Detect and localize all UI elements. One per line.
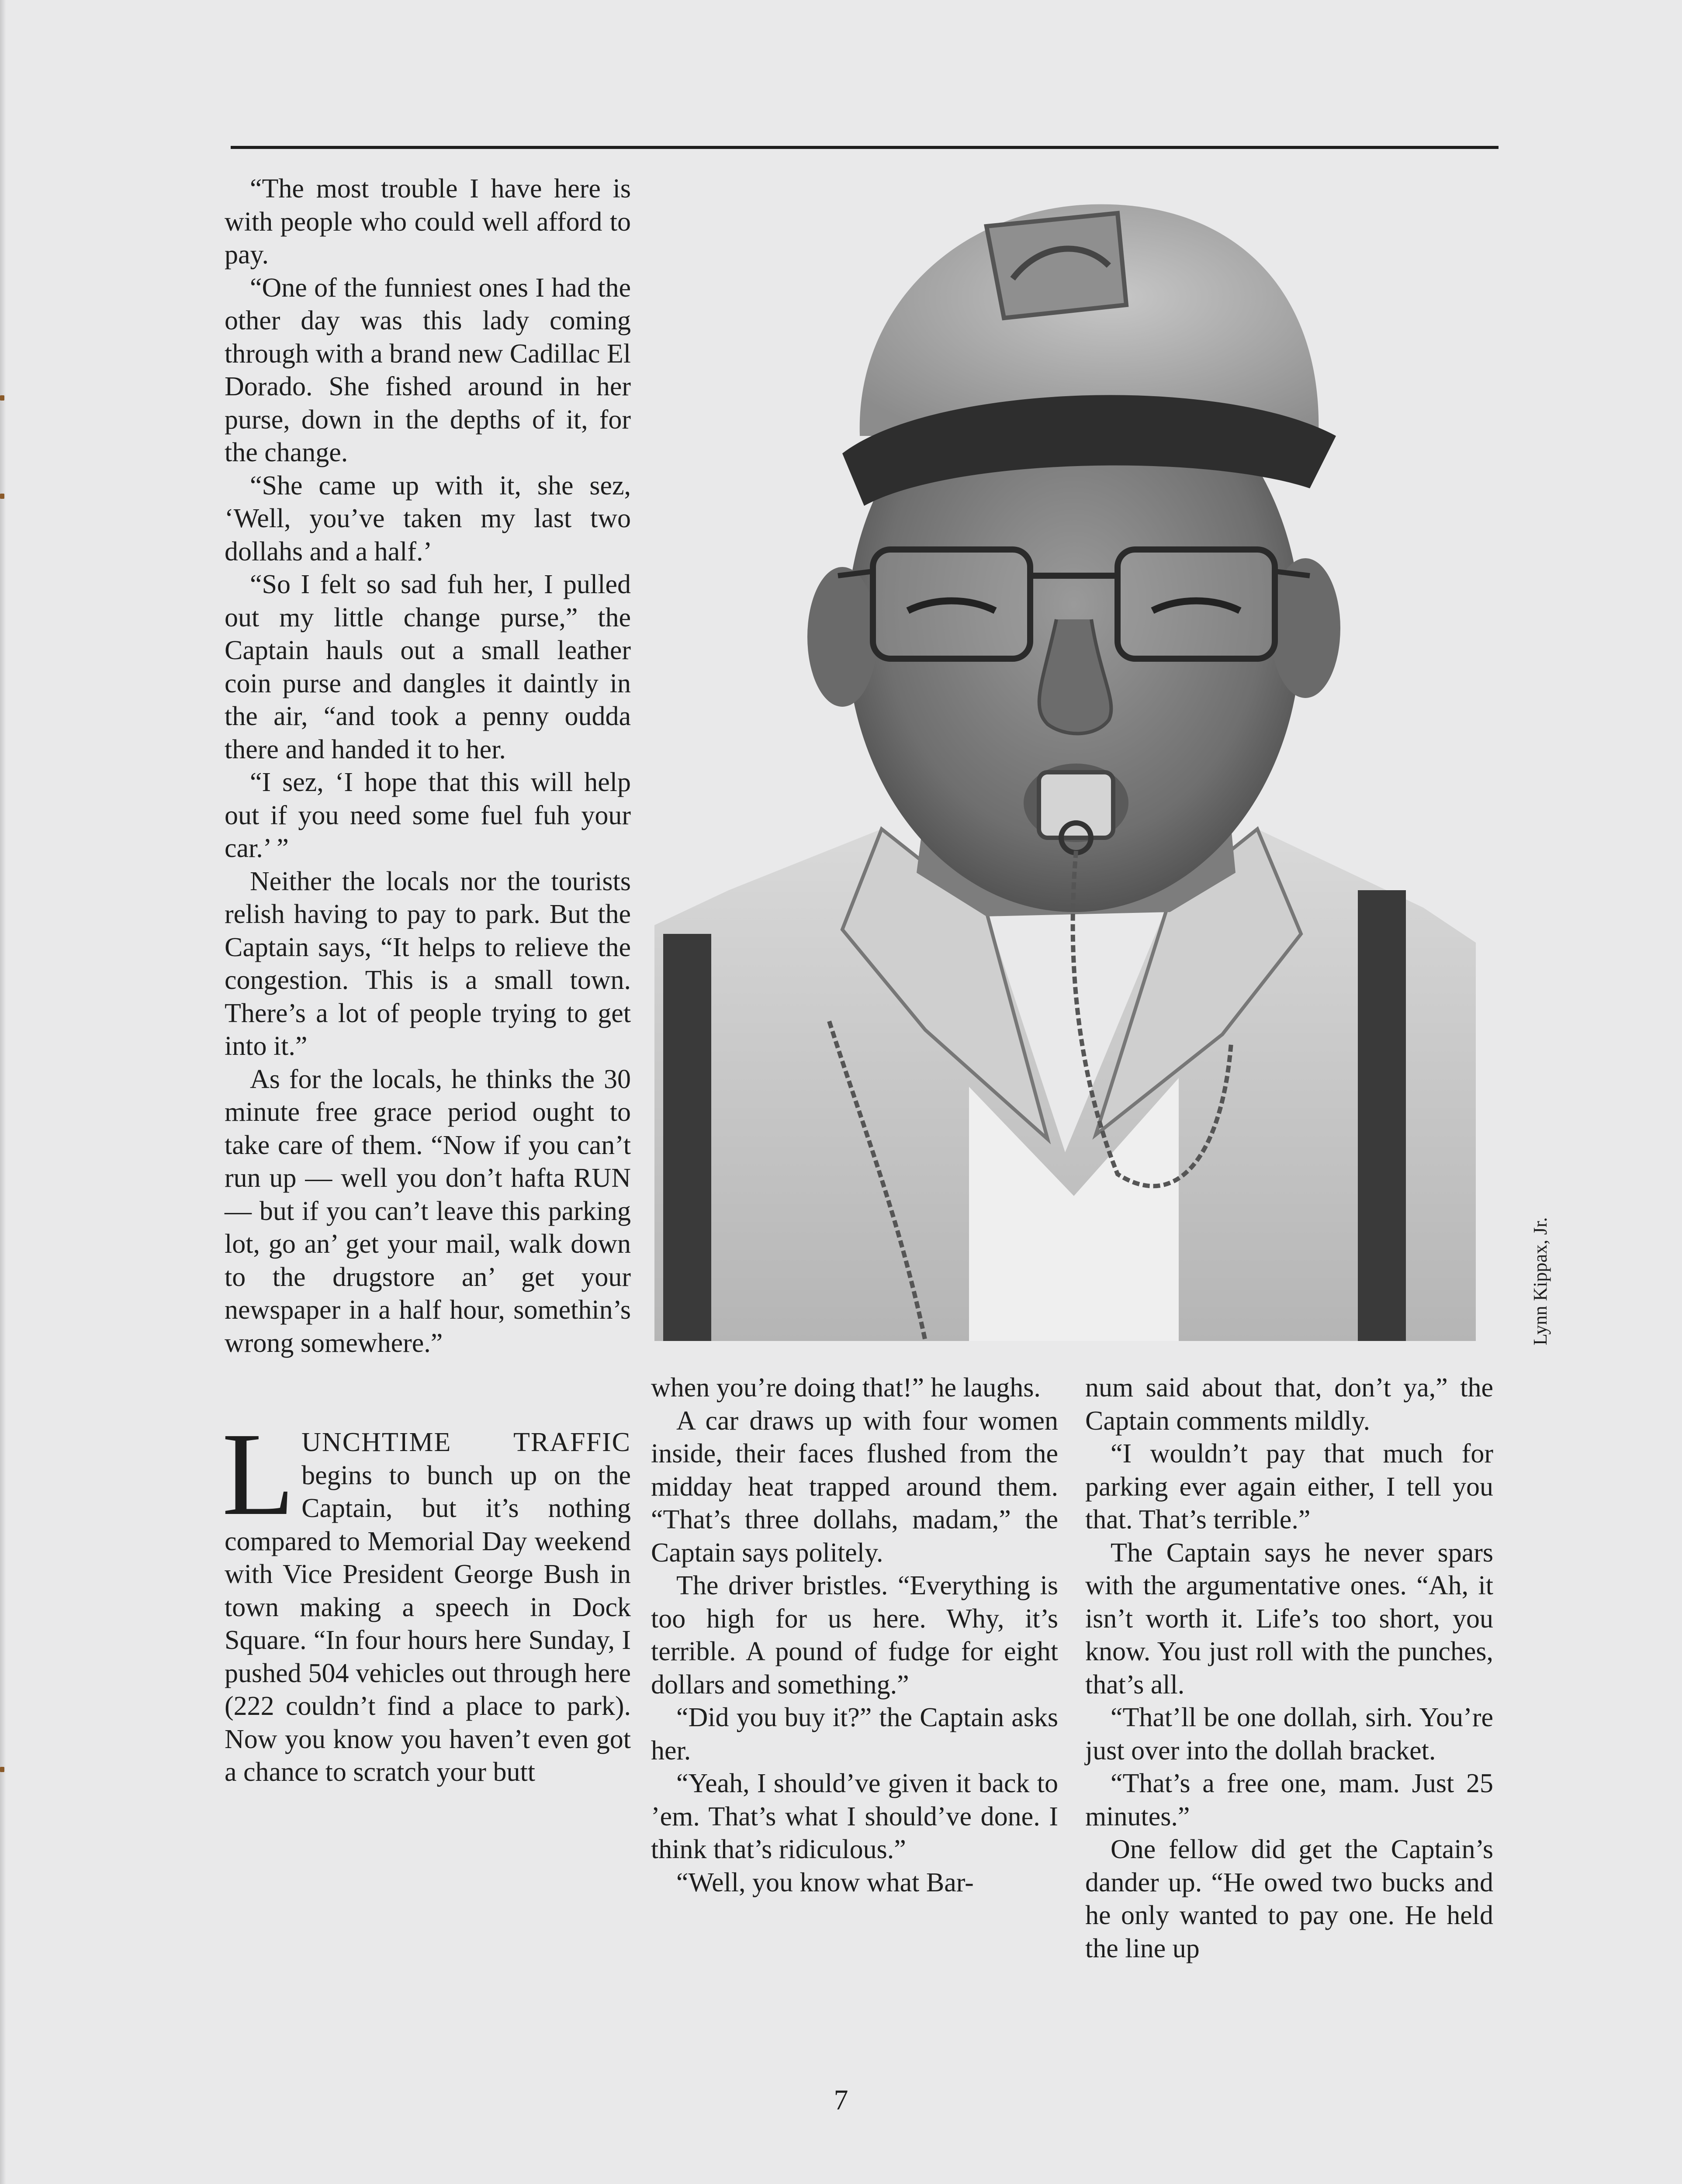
paragraph: The Captain says he never spars with the argumentative ones. “Ah, it isn’t worth it. Life’s too short, you know. You just roll with the punches, that’s all. xyxy=(1085,1538,1493,1700)
binding-staple xyxy=(0,395,4,401)
article-column-2 xyxy=(651,1372,1058,1899)
continued-text: num said about that, don’t ya,” the Captain comments mildly. xyxy=(1085,1373,1493,1436)
paragraph: A car draws up with four women inside, their faces flushed from the midday heat trapped around them. “That’s three dollahs, madam,” the Captain says politely. xyxy=(651,1406,1058,1568)
paragraph: Neither the locals nor the tourists relish having to pay to park. But the Captain says, “It helps to relieve the congestion. This is a small town. There’s a lot of people trying to get into it.” xyxy=(225,866,631,1061)
paragraph: As for the locals, he thinks the 30 minute free grace period ought to take care of them. “Now if you can’t run up — well you don’t hafta RUN — but if you can’t leave this parking lot, go an’ get your mail, walk down to the drugstore an’ get your newspaper in a half hour, somethin’s wrong somewhere.” xyxy=(225,1064,631,1358)
article-column-1 xyxy=(222,173,631,1789)
paragraph: One fellow did get the Captain’s dander up. “He owed two bucks and he only wanted to pay one. He held the line up xyxy=(1085,1835,1493,1963)
portrait-photo xyxy=(654,191,1476,1341)
paragraph: “One of the funniest ones I had the other day was this lady coming through with a brand new Cadillac El Dorado. She fished around in her purse, down in the depths of it, for the change. xyxy=(225,273,631,467)
paragraph: “So I felt so sad fuh her, I pulled out my little change purse,” the Captain hauls out a small leather coin purse and dangles it daintly in the air, “and took a penny oudda there and handed it to her. xyxy=(225,570,631,764)
binding-staple xyxy=(0,1767,4,1772)
paragraph: “That’s a free one, mam. Just 25 minutes.” xyxy=(1085,1769,1493,1832)
article-column-3 xyxy=(1085,1372,1493,1965)
photo-credit: Lynn Kippax, Jr. xyxy=(1530,1217,1551,1345)
paragraph: “I wouldn’t pay that much for parking ever again either, I tell you that. That’s terrible.” xyxy=(1085,1439,1493,1534)
section-lead-paragraph xyxy=(222,1408,631,1789)
lead-in-text: begins to bunch up on the Captain, but it’s nothing compared to Memorial Day weekend with Vice President George Bush in town making a speech in Dock Square. “In four hours here Sunday, I pushed 504 vehicles out through here (222 couldn’t find a place to park). Now you know you haven’t even got a chance to scratch your butt xyxy=(225,1460,631,1787)
paragraph: “She came up with it, she sez, ‘Well, you’ve taken my last two dollahs and a half.’ xyxy=(225,470,631,567)
paragraph: The driver bristles. “Everything is too high for us here. Why, it’s terrible. A pound of fudge for eight dollars and something.” xyxy=(651,1571,1058,1700)
continued-text: when you’re doing that!” he laughs. xyxy=(651,1373,1041,1403)
portrait-illustration xyxy=(654,191,1476,1341)
lead-in-caps: UNCHTIME TRAFFIC xyxy=(301,1427,631,1457)
page-edge xyxy=(0,0,6,2184)
binding-staple xyxy=(0,494,4,499)
paragraph: “Well, you know what Bar- xyxy=(676,1867,974,1897)
header-rule xyxy=(231,146,1499,149)
paragraph: “Did you buy it?” the Captain asks her. xyxy=(651,1703,1058,1766)
drop-cap: L xyxy=(222,1408,295,1540)
paragraph: “I sez, ‘I hope that this will help out if you need some fuel fuh your car.’ ” xyxy=(225,767,631,863)
page-number: 7 xyxy=(834,2084,848,2116)
paragraph: “The most trouble I have here is with people who could well afford to pay. xyxy=(225,174,631,270)
paragraph: “Yeah, I should’ve given it back to ’em. That’s what I should’ve done. I think that’s ridiculous.” xyxy=(651,1769,1058,1864)
paragraph: “That’ll be one dollah, sirh. You’re just over into the dollah bracket. xyxy=(1085,1703,1493,1766)
